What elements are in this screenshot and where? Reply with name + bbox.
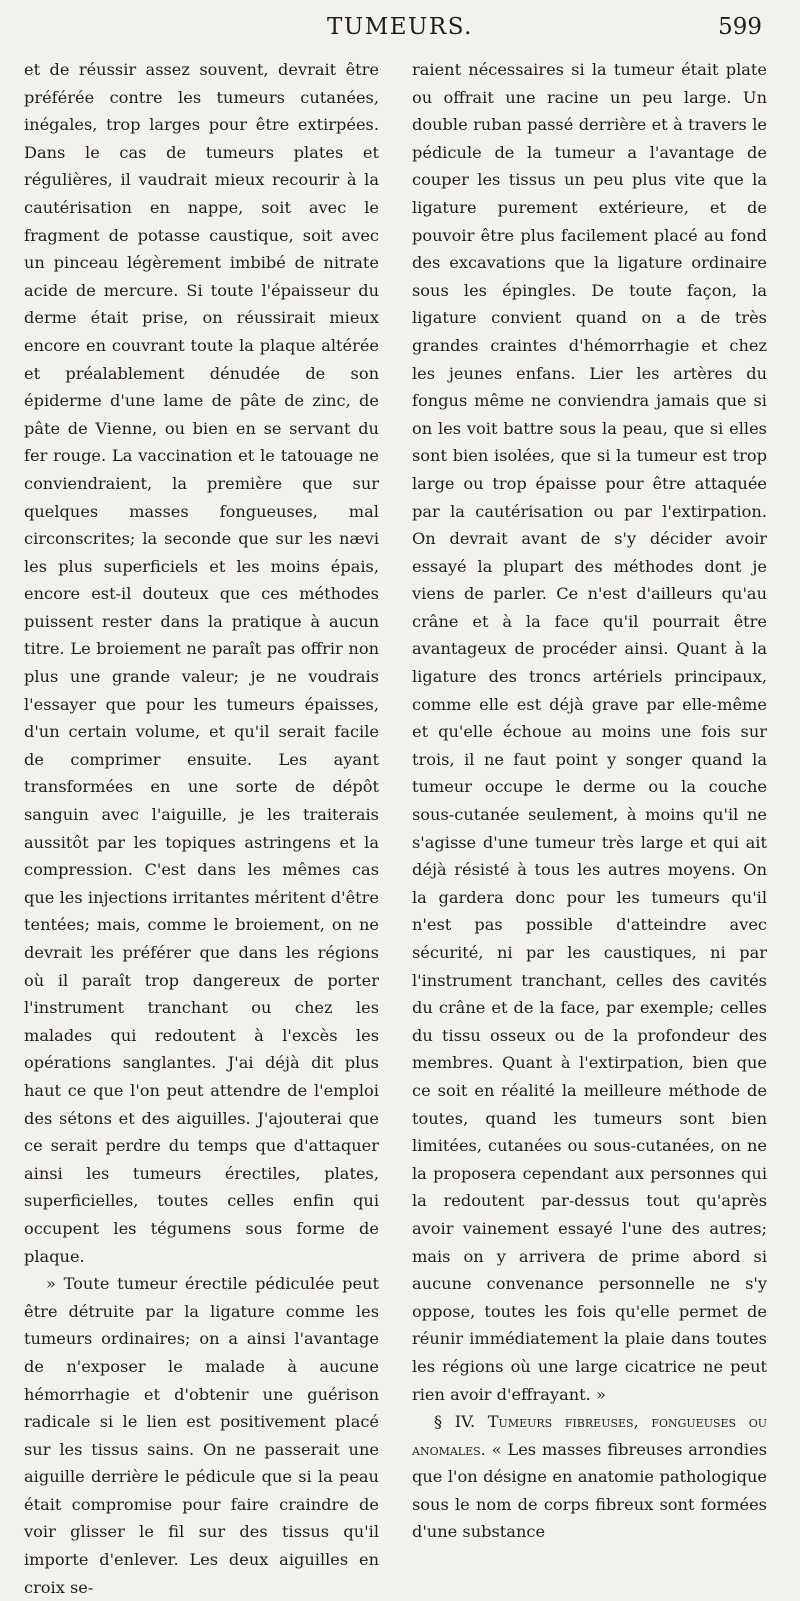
right-column bbox=[412, 56, 767, 1546]
left-column bbox=[24, 56, 379, 1601]
page-header bbox=[0, 14, 800, 48]
section-heading: § IV. Tumeurs fibreuses, fongueuses ou anomales. bbox=[412, 1412, 767, 1459]
left-paragraph-1: et de réussir assez souvent, devrait être préférée contre les tumeurs cutanées, inégales, trop larges pour être extirpées. Dans le cas de tumeurs plates et régulières, il vaudrait mieux recourir à la cautérisation en nappe, soit avec le fragment de potasse caustique, soit avec un pinceau légèrement imbibé de nitrate acide de mercure. Si toute l'épaisseur du derme était prise, on réussirait mieux encore en couvrant toute la plaque altérée et préalablement dénudée de son épiderme d'une lame de pâte de zinc, de pâte de Vienne, ou bien en se servant du fer rouge. La vaccination et le tatouage ne conviendraient, la première que sur quelques masses fongueuses, mal circonscrites; la seconde que sur les nævi les plus superficiels et les moins épais, encore est-il douteux que ces méthodes puissent rester dans la pratique à aucun titre. Le broiement ne paraît pas offrir non plus une grande valeur; je ne voudrais l'essayer que pour les tumeurs épaisses, d'un certain volume, et qu'il serait facile de comprimer ensuite. Les ayant transformées en une sorte de dépôt sanguin avec l'aiguille, je les traiterais aussitôt par les topiques astringens et la compression. C'est dans les mêmes cas que les injections irritantes méritent d'être tentées; mais, comme le broiement, on ne devrait les préférer que dans les régions où il paraît trop dangereux de porter l'instrument tranchant ou chez les malades qui redoutent à l'excès les opérations sanglantes. J'ai déjà dit plus haut ce que l'on peut attendre de l'emploi des sétons et des aiguilles. J'ajouterai que ce serait perdre du temps que d'attaquer ainsi les tumeurs érectiles, plates, superficielles, toutes celles enfin qui occupent les tégumens sous forme de plaque. bbox=[24, 60, 379, 1266]
running-title: TUMEURS. bbox=[326, 14, 473, 40]
page-number: 599 bbox=[718, 14, 762, 40]
section-paragraph bbox=[412, 1408, 767, 1546]
left-paragraph-2: » Toute tumeur érectile pédiculée peut être détruite par la ligature comme les tumeurs ordinaires; on a ainsi l'avantage de n'exposer le malade à aucune hémorrhagie et d'obtenir une guérison radicale si le lien est positivement placé sur les tissus sains. On ne passerait une aiguille derrière le pédicule que si la peau était compromise pour faire craindre de voir glisser le fil sur des tissus qu'il importe d'enlever. Les deux aiguilles en croix se- bbox=[24, 1274, 379, 1597]
right-paragraph-1: raient nécessaires si la tumeur était plate ou offrait une racine un peu large. Un double ruban passé derrière et à travers le pédicule de la tumeur a l'avantage de couper les tissus un peu plus vite que la ligature purement extérieure, et de pouvoir être plus facilement placé au fond des excavations que la ligature ordinaire sous les épingles. De toute façon, la ligature convient quand on a de très grandes craintes d'hémorrhagie et chez les jeunes enfans. Lier les artères du fongus même ne conviendra jamais que si on les voit battre sous la peau, que si elles sont bien isolées, que si la tumeur est trop large ou trop épaisse pour être attaquée par la cautérisation ou par l'extirpation. On devrait avant de s'y décider avoir essayé la plupart des méthodes dont je viens de parler. Ce n'est d'ailleurs qu'au crâne et à la face qu'il pourrait être avantageux de procéder ainsi. Quant à la ligature des troncs artériels principaux, comme elle est déjà grave par elle-même et qu'elle échoue au moins une fois sur trois, il ne faut point y songer quand la tumeur occupe le derme ou la couche sous-cutanée seulement, à moins qu'il ne s'agisse d'une tumeur très large et qui ait déjà résisté à tous les autres moyens. On la gardera donc pour les tumeurs qu'il n'est pas possible d'atteindre avec sécurité, ni par les caustiques, ni par l'instrument tranchant, celles des cavités du crâne et de la face, par exemple; celles du tissu osseux ou de la profondeur des membres. Quant à l'extirpation, bien que ce soit en réalité la meilleure méthode de toutes, quand les tumeurs sont bien limitées, cutanées ou sous-cutanées, on ne la proposera cependant aux personnes qui la redoutent par-dessus tout qu'après avoir vainement essayé l'une des autres; mais on y arrivera de prime abord si aucune convenance personnelle ne s'y oppose, toutes les fois qu'elle permet de réunir immédiatement la plaie dans toutes les régions où une large cicatrice ne peut rien avoir d'effrayant. » bbox=[412, 60, 767, 1404]
section-text: « Les masses fibreuses arrondies que l'on désigne en anatomie pathologique sous le nom de corps fibreux sont formées d'une substance bbox=[412, 1439, 767, 1542]
